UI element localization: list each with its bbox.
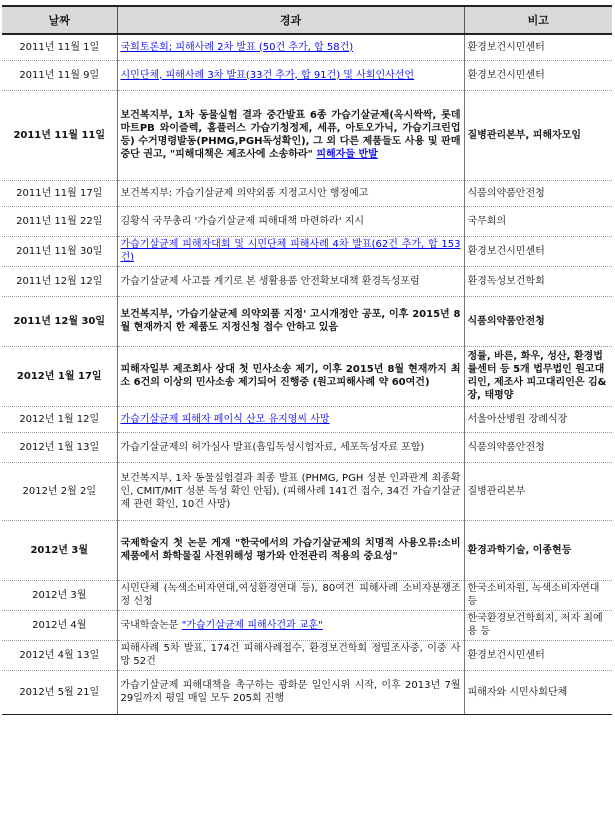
row-date: 2011년 11월 30일 xyxy=(2,236,117,266)
row-date: 2011년 12월 30일 xyxy=(2,296,117,346)
row-description-link[interactable]: 국회토론회; 피해사례 2차 발표 (50건 추가, 합 58건) xyxy=(120,41,354,53)
row-description xyxy=(117,60,464,90)
row-description-text: 피해사례 5차 발표, 174건 피해사례접수, 환경보건학회 정밀조사중, 이중 사망 52건 xyxy=(120,643,461,667)
row-description xyxy=(117,296,464,346)
row-note: 환경과학기술, 이종현등 xyxy=(464,520,612,580)
row-description-text: 가습기살균제 사고를 계기로 본 생활용품 안전확보대책 환경독성포럼 xyxy=(120,275,420,287)
row-date: 2011년 11월 17일 xyxy=(2,180,117,206)
table-row xyxy=(2,432,612,462)
row-description xyxy=(117,520,464,580)
row-description xyxy=(117,34,464,60)
row-note: 식품의약품안전청 xyxy=(464,432,612,462)
header-description: 경과 xyxy=(117,6,464,34)
table-row xyxy=(2,180,612,206)
table-row xyxy=(2,60,612,90)
table-row xyxy=(2,296,612,346)
row-date: 2012년 3월 xyxy=(2,580,117,610)
row-note: 한국소비자원, 녹색소비자연대 등 xyxy=(464,580,612,610)
row-note: 식품의약품안전청 xyxy=(464,180,612,206)
row-description-text: 가습기살균제 피해대책을 촉구하는 광화문 일인시위 시작, 이후 2013년 7월 29일까지 평일 매일 모두 205회 진행 xyxy=(120,680,461,704)
row-note: 환경보건시민센터 xyxy=(464,60,612,90)
table-row xyxy=(2,580,612,610)
row-description xyxy=(117,640,464,670)
table-row xyxy=(2,462,612,520)
row-description-link[interactable]: 가습기살균제 피해자대회 및 시민단체 피해사례 4차 발표(62건 추가, 합 153건) xyxy=(120,239,461,263)
row-description xyxy=(117,610,464,640)
row-description-text: 시민단체 (녹색소비자연대,여성환경연대 등), 80여건 피해사례 소비자분쟁조정 신청 xyxy=(120,583,461,607)
table-row xyxy=(2,34,612,60)
table-row xyxy=(2,520,612,580)
table-row xyxy=(2,670,612,714)
row-note: 환경독성보건학회 xyxy=(464,266,612,296)
row-description-text: 보건복지부, 1차 동물실험 결과 중간발표 6종 가습기살균제(옥시싹싹, 롯데마트PB 와이즐렉, 홈플러스 가습기청정제, 세퓨, 아토오가닉, 가습기크린업 등) 수거명령발동(PHMG,PGH독성확인), 그 외 다른 제품들도 사용 및 판매중단 권고, "피해대책은 제조사에 소송하라" xyxy=(120,110,461,160)
row-description-text: 김황식 국무총리 '가습기살균제 피해대책 마련하라' 지시 xyxy=(120,215,365,227)
row-date: 2012년 3월 xyxy=(2,520,117,580)
row-description-text: 보건복지부, '가습기살균제 의약외품 지정' 고시개정안 공포, 이후 2015년 8월 현재까지 한 제품도 지정신청 접수 안하고 있음 xyxy=(120,309,461,333)
row-note: 질병관리본부 xyxy=(464,462,612,520)
table-row xyxy=(2,90,612,180)
table-row xyxy=(2,610,612,640)
row-description xyxy=(117,580,464,610)
row-description xyxy=(117,670,464,714)
table-row xyxy=(2,346,612,406)
row-date: 2012년 1월 12일 xyxy=(2,406,117,432)
row-description xyxy=(117,432,464,462)
row-description-link[interactable]: "가습기살균제 피해사건과 교훈" xyxy=(181,619,323,631)
table-row xyxy=(2,236,612,266)
row-description xyxy=(117,90,464,180)
row-date: 2012년 4월 13일 xyxy=(2,640,117,670)
row-date: 2011년 11월 1일 xyxy=(2,34,117,60)
row-note: 환경보건시민센터 xyxy=(464,236,612,266)
row-description xyxy=(117,406,464,432)
row-description xyxy=(117,266,464,296)
row-date: 2012년 4월 xyxy=(2,610,117,640)
row-note: 한국환경보건학회지, 저자 최예용 등 xyxy=(464,610,612,640)
row-description-text: 보건복지부: 가습기살균제 의약외품 지정고시안 행정예고 xyxy=(120,187,369,199)
row-date: 2011년 11월 11일 xyxy=(2,90,117,180)
row-note: 피해자와 시민사회단체 xyxy=(464,670,612,714)
row-date: 2012년 2월 2일 xyxy=(2,462,117,520)
header-row xyxy=(2,6,612,34)
row-description xyxy=(117,462,464,520)
row-date: 2011년 11월 9일 xyxy=(2,60,117,90)
row-note: 환경보건시민센터 xyxy=(464,34,612,60)
row-date: 2012년 1월 17일 xyxy=(2,346,117,406)
row-description-text: 피해자일부 제조회사 상대 첫 민사소송 제기, 이후 2015년 8월 현재까지 최소 6건의 이상의 민사소송 제기되어 진행중 (원고피해사례 약 60여건) xyxy=(120,364,461,388)
event-timeline-table xyxy=(2,5,612,715)
row-description-link[interactable]: 시민단체, 피해사례 3차 발표(33건 추가, 합 91건) 및 사회인사선언 xyxy=(120,69,415,81)
header-note: 비고 xyxy=(464,6,612,34)
row-description-link[interactable]: 피해자들 반발 xyxy=(316,149,378,160)
row-description-link[interactable]: 가습기살균제 피해자 페이식 산모 유지영씨 사망 xyxy=(120,413,330,425)
row-description-text: 국제학술지 첫 논문 게재 "한국에서의 가습기살균제의 치명적 사용오류:소비제품에서 화학물질 사전위해성 평가와 안전관리 적용의 중요성" xyxy=(120,538,461,562)
table-row xyxy=(2,266,612,296)
row-description xyxy=(117,206,464,236)
row-description-text: 국내학술논문 xyxy=(120,619,182,631)
row-date: 2012년 5월 21일 xyxy=(2,670,117,714)
row-description xyxy=(117,346,464,406)
row-description xyxy=(117,236,464,266)
row-note: 식품의약품안전청 xyxy=(464,296,612,346)
row-note: 환경보건시민센터 xyxy=(464,640,612,670)
row-description xyxy=(117,180,464,206)
row-date: 2011년 12월 12일 xyxy=(2,266,117,296)
table-row xyxy=(2,406,612,432)
table-row xyxy=(2,640,612,670)
row-note: 서울아산병원 장례식장 xyxy=(464,406,612,432)
table-row xyxy=(2,206,612,236)
event-timeline-table-container xyxy=(2,5,612,715)
row-note: 질병관리본부, 피해자모임 xyxy=(464,90,612,180)
row-note: 국무회의 xyxy=(464,206,612,236)
row-description-text: 가습기살균제의 허가심사 발표(흡입독성시험자료, 세포독성자료 포함) xyxy=(120,441,425,453)
row-date: 2011년 11월 22일 xyxy=(2,206,117,236)
row-date: 2012년 1월 13일 xyxy=(2,432,117,462)
row-note: 정률, 바른, 화우, 성산, 환경법률센터 등 5개 법무법인 원고대리인, 제조사 피고대리인은 김&장, 태평양 xyxy=(464,346,612,406)
header-date: 날짜 xyxy=(2,6,117,34)
row-description-text: 보건복지부, 1차 동물실험결과 최종 발표 (PHMG, PGH 성분 인과관계 최종확인, CMIT/MIT 성분 독성 확인 안됨), (피해사례 141건 접수, 34건 가습기살균제 관련 확인, 10건 사망) xyxy=(120,472,461,510)
